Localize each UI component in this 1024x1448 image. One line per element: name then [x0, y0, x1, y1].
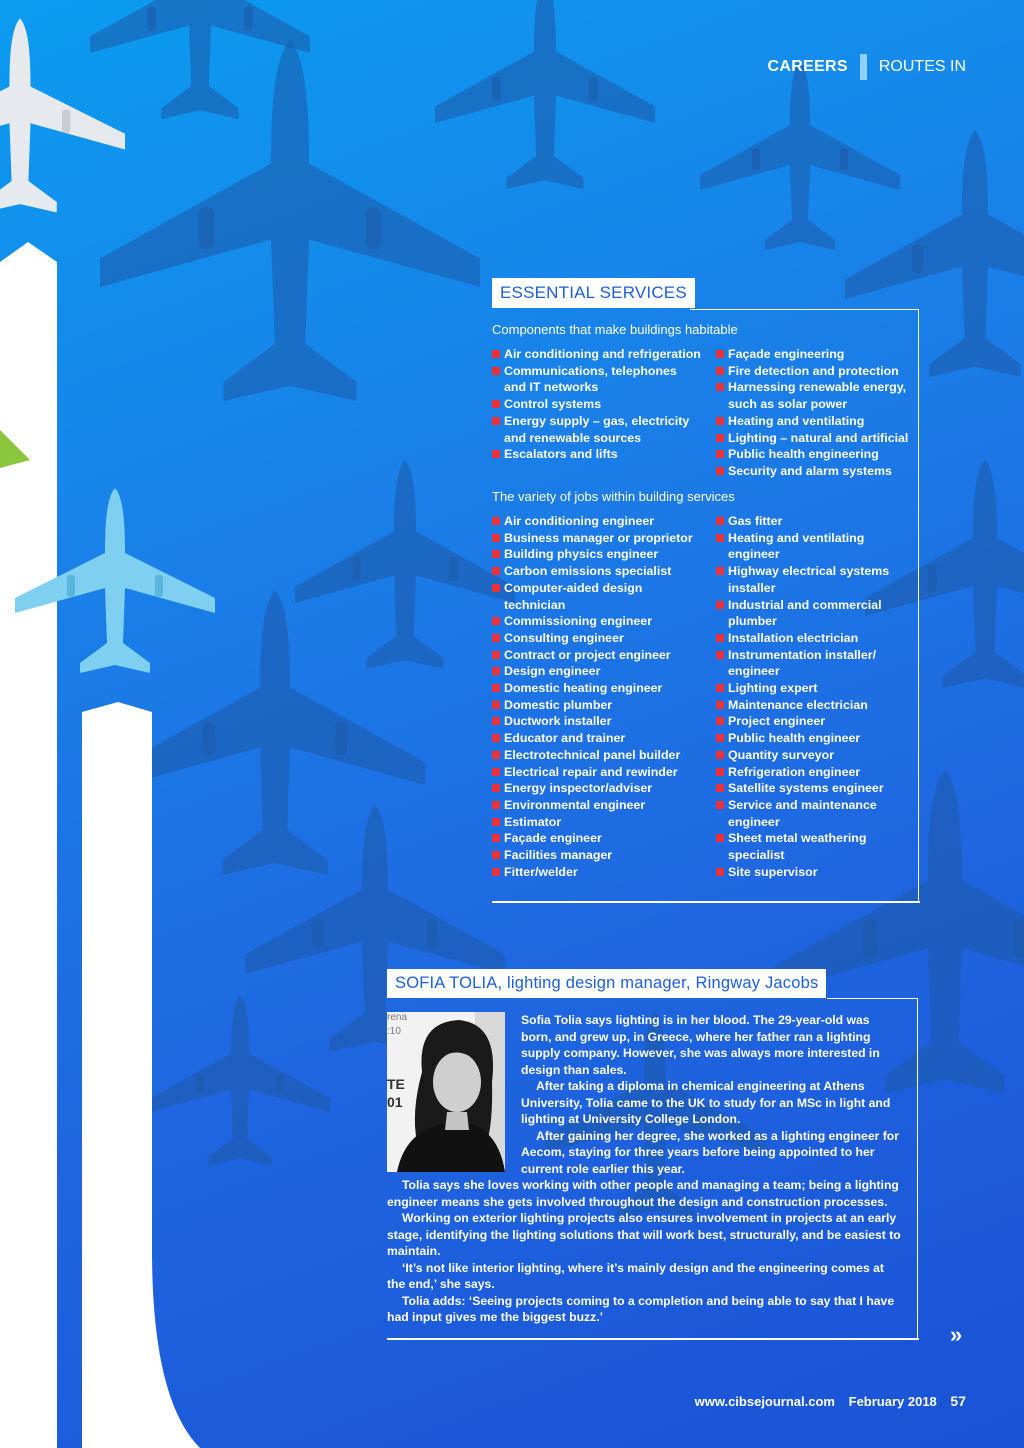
list-item: Estimator — [492, 814, 702, 831]
profile-photo — [387, 1012, 505, 1172]
list-item: Installation electrician — [716, 630, 916, 647]
profile-text-bottom — [387, 1177, 903, 1326]
list-item: Contract or project engineer — [492, 647, 702, 664]
list-item: Heating and ventilating — [716, 413, 916, 430]
list-item: Façade engineering — [716, 346, 916, 363]
list-item: Energy supply – gas, electricity and renewable sources — [492, 413, 702, 446]
components-heading: Components that make buildings habitable — [492, 322, 738, 337]
profile-title: SOFIA TOLIA, lighting design manager, Ringway Jacobs — [387, 969, 826, 998]
list-item: Air conditioning and refrigeration — [492, 346, 702, 363]
profile-paragraph: Sofia Tolia says lighting is in her blood. The 29-year-old was born, and grew up, in Greece, where her father ran a lighting supply company. However, she was always more interested in design than sales. — [521, 1013, 880, 1077]
list-item: Harnessing renewable energy, such as solar power — [716, 379, 916, 412]
list-item: Domestic heating engineer — [492, 680, 702, 697]
components-list-right — [716, 346, 916, 480]
photo-caption-2: :10 — [387, 1026, 401, 1037]
profile-paragraph: Working on exterior lighting projects also ensures involvement in projects at an early stage, identifying the lighting solutions that will work best, structurally, and be easiest to maintain. — [387, 1211, 901, 1258]
footer-url[interactable]: www.cibsejournal.com — [694, 1394, 835, 1409]
list-item: Sheet metal weathering specialist — [716, 830, 916, 863]
essential-services-title: ESSENTIAL SERVICES — [492, 278, 695, 308]
essential-frame-bottom — [492, 901, 920, 903]
list-item: Gas fitter — [716, 513, 916, 530]
page-header — [768, 54, 966, 80]
list-item: Highway electrical systems installer — [716, 563, 916, 596]
list-item: Instrumentation installer/ engineer — [716, 647, 916, 680]
list-item: Heating and ventilating engineer — [716, 530, 916, 563]
double-chevron-right-icon[interactable]: » — [950, 1322, 963, 1347]
list-item: Lighting – natural and artificial — [716, 430, 916, 447]
list-item: Commissioning engineer — [492, 613, 702, 630]
list-item: Business manager or proprietor — [492, 530, 702, 547]
list-item: Domestic plumber — [492, 697, 702, 714]
jobs-list-left — [492, 513, 702, 880]
list-item: Satellite systems engineer — [716, 780, 916, 797]
list-item: Control systems — [492, 396, 702, 413]
list-item: Maintenance electrician — [716, 697, 916, 714]
list-item: Facilities manager — [492, 847, 702, 864]
list-item: Design engineer — [492, 663, 702, 680]
profile-paragraph: Tolia says she loves working with other people and managing a team; being a lighting engineer means she gets involved throughout the design and construction processes. — [387, 1178, 899, 1209]
list-item: Carbon emissions specialist — [492, 563, 702, 580]
header-divider — [860, 54, 867, 80]
list-item: Façade engineer — [492, 830, 702, 847]
list-item: Air conditioning engineer — [492, 513, 702, 530]
list-item: Industrial and commercial plumber — [716, 597, 916, 630]
list-item: Public health engineering — [716, 446, 916, 463]
list-item: Site supervisor — [716, 864, 916, 881]
footer-date: February 2018 — [848, 1394, 937, 1409]
components-list-left — [492, 346, 702, 463]
list-item: Communications, telephones and IT networks — [492, 363, 702, 396]
list-item: Consulting engineer — [492, 630, 702, 647]
page-footer — [685, 1393, 966, 1409]
list-item: Quantity surveyor — [716, 747, 916, 764]
list-item: Computer-aided design technician — [492, 580, 702, 613]
profile-paragraph: After gaining her degree, she worked as a lighting engineer for Aecom, staying for three years before being appointed to her current role earlier this year. — [521, 1128, 899, 1176]
profile-paragraph: Tolia adds: ‘Seeing projects coming to a completion and being able to say that I have had input gives me the biggest buzz.’ — [387, 1293, 895, 1324]
list-item: Electrical repair and rewinder — [492, 764, 702, 781]
subsection-label: ROUTES IN — [878, 58, 966, 75]
list-item: Refrigeration engineer — [716, 764, 916, 781]
photo-caption-1: rena — [387, 1012, 408, 1023]
profile-text-top — [521, 1012, 901, 1177]
list-item: Environmental engineer — [492, 797, 702, 814]
list-item: Energy inspector/adviser — [492, 780, 702, 797]
list-item: Service and maintenance engineer — [716, 797, 916, 830]
photo-caption-4: 01 — [387, 1094, 403, 1110]
list-item: Security and alarm systems — [716, 463, 916, 480]
list-item: Project engineer — [716, 713, 916, 730]
list-item: Ductwork installer — [492, 713, 702, 730]
profile-frame-bottom — [387, 1338, 919, 1340]
list-item: Escalators and lifts — [492, 446, 702, 463]
list-item: Public health engineer — [716, 730, 916, 747]
list-item: Fitter/welder — [492, 864, 702, 881]
jobs-heading: The variety of jobs within building services — [492, 489, 735, 504]
photo-caption-3: TE — [387, 1076, 405, 1092]
list-item: Fire detection and protection — [716, 363, 916, 380]
list-item: Lighting expert — [716, 680, 916, 697]
jobs-list-right — [716, 513, 916, 880]
profile-paragraph: After taking a diploma in chemical engineering at Athens University, Tolia came to the UK to study for an MSc in light and lighting at University College London. — [521, 1079, 891, 1126]
page-number: 57 — [950, 1393, 966, 1409]
section-label: CAREERS — [767, 58, 848, 75]
list-item: Building physics engineer — [492, 546, 702, 563]
list-item: Educator and trainer — [492, 730, 702, 747]
list-item: Electrotechnical panel builder — [492, 747, 702, 764]
profile-paragraph: ‘It’s not like interior lighting, where it’s mainly design and the engineering comes at the end,’ she says. — [387, 1260, 884, 1291]
